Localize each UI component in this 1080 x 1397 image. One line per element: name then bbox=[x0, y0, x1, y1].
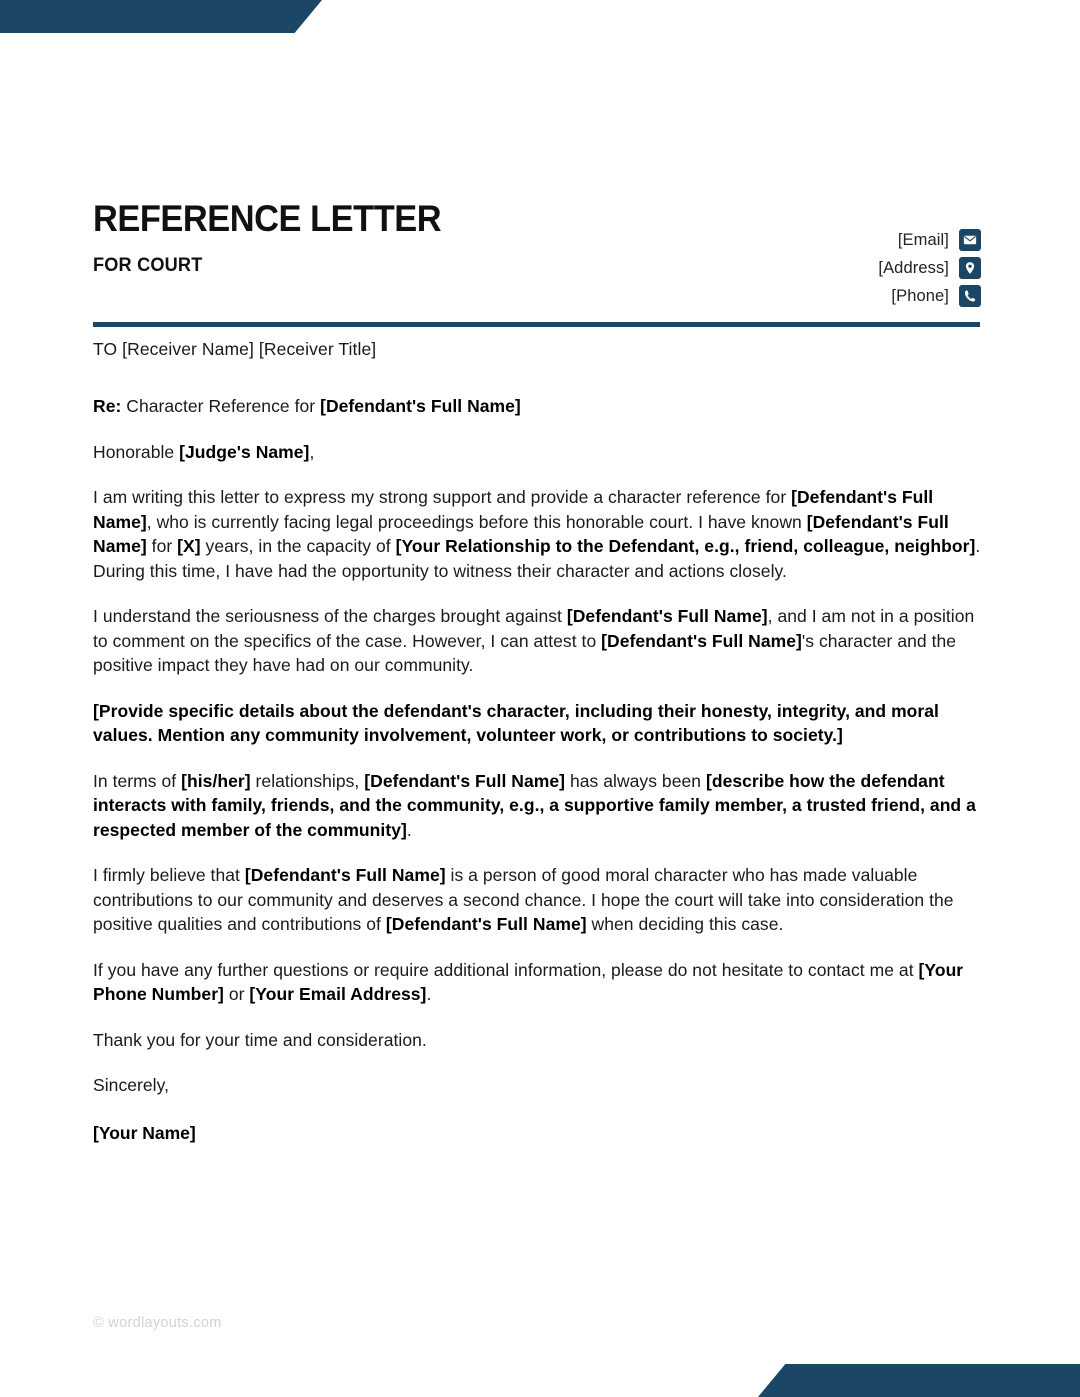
salutation-suffix: , bbox=[309, 441, 315, 462]
envelope-icon bbox=[959, 229, 981, 251]
p5-seg-c: is a person of good moral character who has made valuable contributions to our community and deserves a second chance. I hope the court will take into consideration the positive qualities and contributions of bbox=[93, 865, 954, 934]
letter-body bbox=[93, 339, 981, 1144]
signature-name-placeholder: [Your Name] bbox=[93, 1122, 196, 1143]
phone-icon bbox=[959, 285, 981, 307]
p2-seg-d: [Defendant's Full Name] bbox=[601, 630, 802, 651]
p4-seg-f: [describe how the defendant interacts with family, friends, and the community, e.g., a supportive family member, a trusted friend, and a respected member of the community] bbox=[93, 770, 976, 840]
footer-watermark: © wordlayouts.com bbox=[93, 1315, 222, 1331]
top-left-corner-accent bbox=[0, 0, 322, 33]
p4-seg-d: [Defendant's Full Name] bbox=[364, 770, 566, 791]
p1-seg-a: I am writing this letter to express my strong support and provide a character reference for bbox=[93, 487, 792, 507]
p4-seg-c: relationships, bbox=[250, 770, 365, 791]
title-block bbox=[93, 196, 467, 277]
contact-address-text: [Address] bbox=[878, 258, 949, 277]
contact-row-address bbox=[878, 257, 981, 279]
p4-seg-g: . bbox=[406, 819, 412, 840]
subject-text: Character Reference for bbox=[121, 396, 321, 416]
contact-phone-text: [Phone] bbox=[891, 286, 949, 305]
letterhead bbox=[93, 196, 981, 307]
subject-defendant-placeholder: [Defendant's Full Name] bbox=[320, 396, 521, 416]
paragraph-belief bbox=[93, 863, 981, 937]
p1-seg-d: [Defendant's Full Name] bbox=[93, 511, 949, 556]
p4-seg-b: [his/her] bbox=[181, 770, 251, 791]
p1-seg-i: . During this time, I have had the opportunity to witness their character and actions closely. bbox=[93, 536, 981, 581]
p1-seg-h: [Your Relationship to the Defendant, e.g., friend, colleague, neighbor] bbox=[395, 536, 976, 556]
p1-seg-g: years, in the capacity of bbox=[200, 536, 396, 556]
p2-seg-a: I understand the seriousness of the charges brought against bbox=[93, 606, 567, 626]
closing-line: Sincerely, bbox=[93, 1075, 170, 1095]
header-divider-rule bbox=[93, 322, 980, 327]
contact-row-phone bbox=[891, 285, 981, 307]
p1-seg-c: , who is currently facing legal proceedings before this honorable court. I have known bbox=[146, 511, 807, 532]
p2-seg-b: [Defendant's Full Name] bbox=[566, 606, 768, 626]
contact-info-block bbox=[878, 196, 981, 307]
contact-row-email bbox=[898, 229, 981, 251]
paragraph-contact bbox=[93, 958, 981, 1007]
p2-seg-e: 's character and the positive impact they have had on our community. bbox=[93, 630, 957, 675]
p4-seg-e: has always been bbox=[565, 770, 706, 791]
salutation bbox=[93, 440, 981, 465]
p5-seg-e: when deciding this case. bbox=[586, 914, 784, 934]
p1-seg-f: [X] bbox=[177, 536, 201, 556]
p4-seg-a: In terms of bbox=[93, 770, 182, 791]
p5-seg-b: [Defendant's Full Name] bbox=[244, 865, 446, 885]
paragraph-details-placeholder: [Provide specific details about the defendant's character, including their honesty, integrity, and moral values. Mention any community involvement, volunteer work, or contributions to society.] bbox=[93, 700, 939, 745]
subject-line bbox=[93, 394, 981, 419]
p6-seg-a: If you have any further questions or require additional information, please do not hesitate to contact me at bbox=[93, 959, 919, 980]
paragraph-intro bbox=[93, 485, 981, 583]
p6-seg-b: [Your Phone Number] bbox=[93, 959, 964, 1004]
bottom-right-corner-accent bbox=[758, 1364, 1080, 1397]
page-title: REFERENCE LETTER bbox=[93, 198, 442, 239]
paragraph-thank-you: Thank you for your time and consideration. bbox=[93, 1029, 427, 1050]
paragraph-relationships bbox=[93, 769, 981, 843]
p5-seg-d: [Defendant's Full Name] bbox=[385, 914, 587, 934]
p6-seg-e: . bbox=[426, 984, 432, 1004]
p1-seg-b: [Defendant's Full Name] bbox=[93, 487, 934, 532]
salutation-prefix: Honorable bbox=[93, 441, 180, 462]
p6-seg-d: [Your Email Address] bbox=[249, 984, 427, 1004]
page-subtitle: FOR COURT bbox=[93, 254, 203, 276]
p2-seg-c: , and I am not in a position to comment on the specifics of the case. However, I can attest to bbox=[93, 606, 975, 651]
paragraph-charges bbox=[93, 604, 981, 678]
subject-label: Re: bbox=[93, 396, 122, 416]
p6-seg-c: or bbox=[223, 984, 250, 1004]
p5-seg-a: I firmly believe that bbox=[93, 865, 245, 885]
location-pin-icon bbox=[959, 257, 981, 279]
p1-seg-e: for bbox=[146, 536, 178, 556]
recipient-line: TO [Receiver Name] [Receiver Title] bbox=[93, 339, 377, 359]
salutation-judge-placeholder: [Judge's Name] bbox=[179, 441, 310, 462]
contact-email-text: [Email] bbox=[897, 230, 949, 249]
